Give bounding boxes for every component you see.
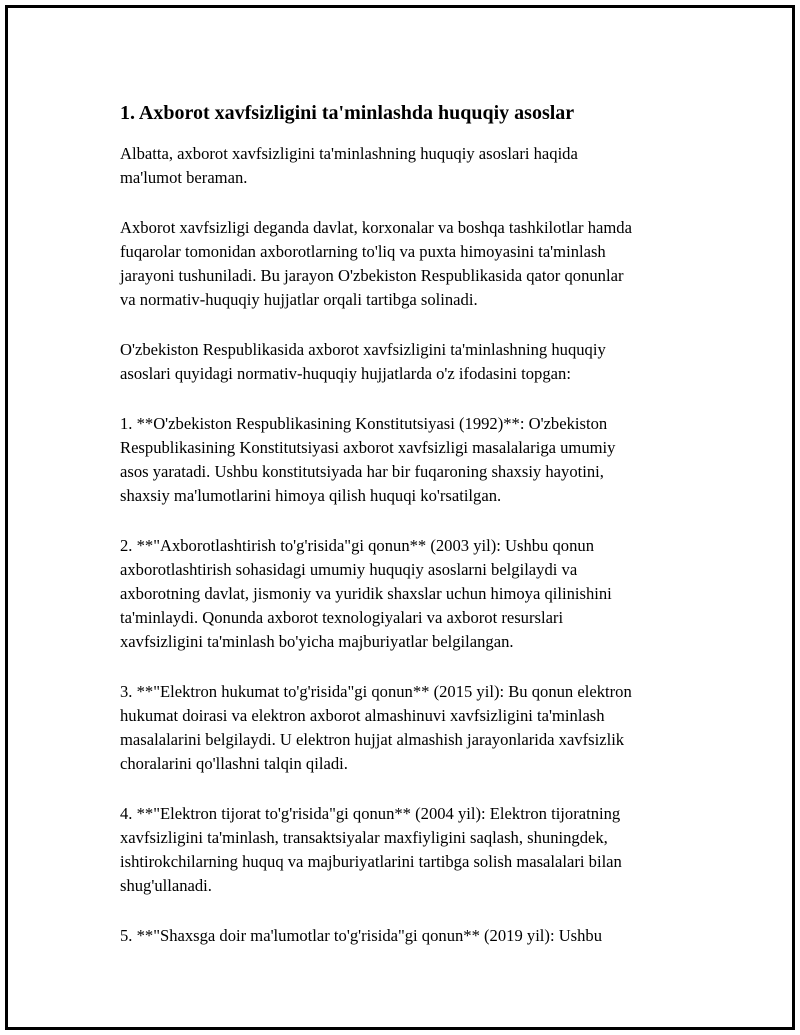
- document-body: [120, 100, 710, 974]
- paragraph-definition: [120, 216, 710, 312]
- text-line: Respublikasining Konstitutsiyasi axborot xavfsizligi masalalariga umumiy: [120, 438, 616, 457]
- document-title: 1. Axborot xavfsizligini ta'minlashda huquqiy asoslar: [120, 102, 575, 124]
- page-frame: [5, 5, 795, 1030]
- text-line: axborotlashtirish sohasidagi umumiy huquqiy asoslarni belgilaydi va: [120, 560, 578, 579]
- text-line: choralarini qo'llashni talqin qiladi.: [120, 754, 348, 773]
- text-line: fuqarolar tomonidan axborotlarning to'liq va puxta himoyasini ta'minlash: [120, 242, 606, 261]
- text-line: jarayoni tushuniladi. Bu jarayon O'zbekiston Respublikasida qator qonunlar: [120, 266, 624, 285]
- text-line: ta'minlaydi. Qonunda axborot texnologiyalari va axborot resurslari: [120, 608, 564, 627]
- text-line: 3. **"Elektron hukumat to'g'risida"gi qonun** (2015 yil): Bu qonun elektron: [120, 682, 632, 701]
- text-line: xavfsizligini ta'minlash, transaktsiyalar maxfiyligini saqlash, shuningdek,: [120, 828, 608, 847]
- text-line: masalalarini belgilaydi. U elektron hujjat almashish jarayonlarida xavfsizlik: [120, 730, 625, 749]
- text-line: asos yaratadi. Ushbu konstitutsiyada har bir fuqaroning shaxsiy hayotini,: [120, 462, 604, 481]
- text-line: shaxsiy ma'lumotlarini himoya qilish huquqi ko'rsatilgan.: [120, 486, 502, 505]
- text-line: xavfsizligini ta'minlash bo'yicha majburiyatlar belgilangan.: [120, 632, 514, 651]
- text-line: 4. **"Elektron tijorat to'g'risida"gi qonun** (2004 yil): Elektron tijoratning: [120, 804, 621, 823]
- text-line: 2. **"Axborotlashtirish to'g'risida"gi qonun** (2003 yil): Ushbu qonun: [120, 536, 594, 555]
- text-line: O'zbekiston Respublikasida axborot xavfsizligini ta'minlashning huquqiy: [120, 340, 606, 359]
- list-item-constitution: [120, 412, 710, 508]
- paragraph-intro: [120, 142, 710, 190]
- text-line: ma'lumot beraman.: [120, 168, 248, 187]
- list-item-personal-data-law: [120, 924, 710, 948]
- text-line: ishtirokchilarning huquq va majburiyatlarini tartibga solish masalalari bilan: [120, 852, 622, 871]
- text-line: va normativ-huquqiy hujjatlar orqali tartibga solinadi.: [120, 290, 478, 309]
- paragraph-legal-basis: [120, 338, 710, 386]
- text-line: shug'ullanadi.: [120, 876, 212, 895]
- text-line: 5. **"Shaxsga doir ma'lumotlar to'g'risida"gi qonun** (2019 yil): Ushbu: [120, 926, 603, 945]
- text-line: 1. **O'zbekiston Respublikasining Konstitutsiyasi (1992)**: O'zbekiston: [120, 414, 608, 433]
- text-line: hukumat doirasi va elektron axborot almashinuvi xavfsizligini ta'minlash: [120, 706, 605, 725]
- text-line: Axborot xavfsizligi deganda davlat, korxonalar va boshqa tashkilotlar hamda: [120, 218, 632, 237]
- text-line: axborotning davlat, jismoniy va yuridik shaxslar uchun himoya qilinishini: [120, 584, 612, 603]
- text-line: Albatta, axborot xavfsizligini ta'minlashning huquqiy asoslari haqida: [120, 144, 578, 163]
- list-item-informatization-law: [120, 534, 710, 654]
- text-line: asoslari quyidagi normativ-huquqiy hujjatlarda o'z ifodasini topgan:: [120, 364, 571, 383]
- list-item-e-commerce-law: [120, 802, 710, 898]
- list-item-e-government-law: [120, 680, 710, 776]
